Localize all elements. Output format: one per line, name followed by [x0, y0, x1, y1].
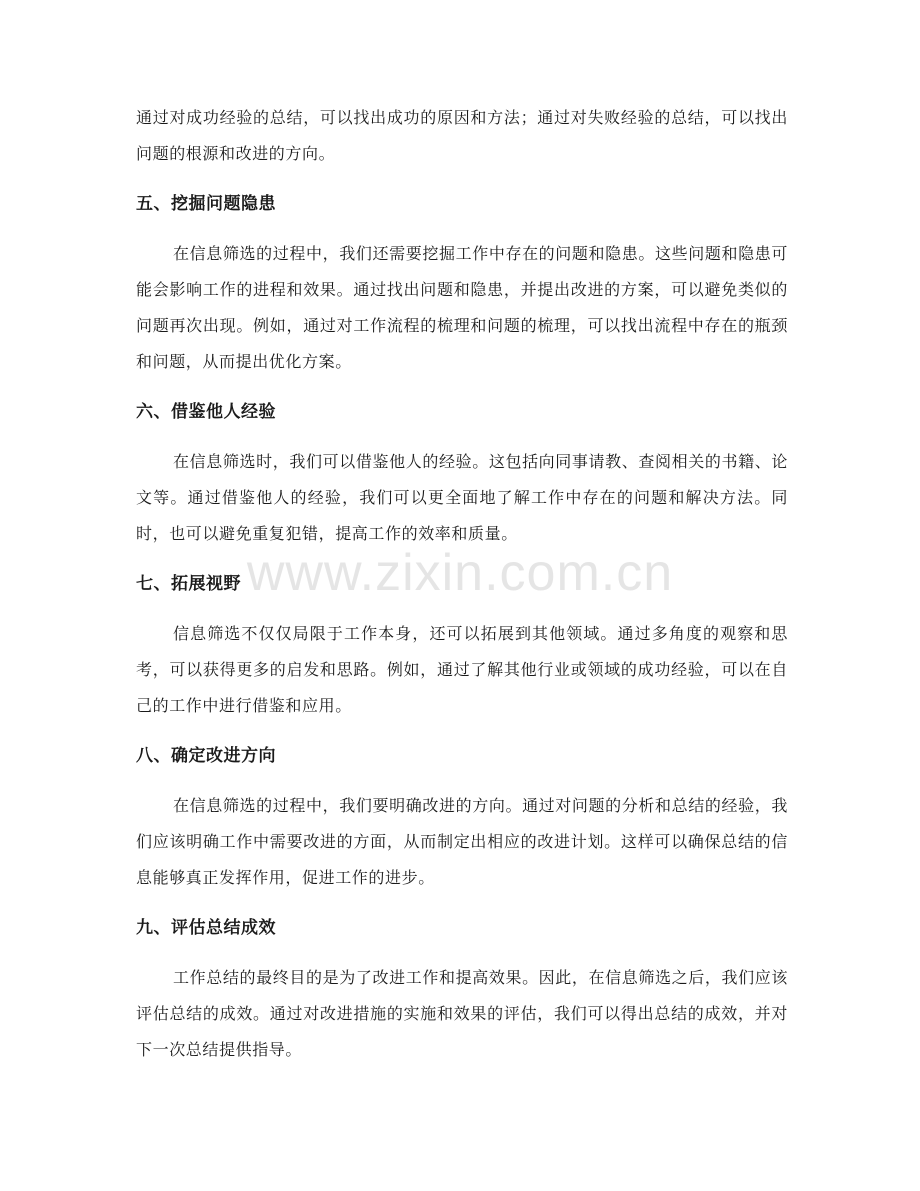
- section-body-7: 信息筛选不仅仅局限于工作本身，还可以拓展到其他领域。通过多角度的观察和思考，可以获得更多的启发和思路。例如，通过了解其他行业或领域的成功经验，可以在自己的工作中进行借鉴和应用。: [136, 624, 788, 715]
- section-body-6: 在信息筛选时，我们可以借鉴他人的经验。这包括向同事请教、查阅相关的书籍、论文等。通过借鉴他人的经验，我们可以更全面地了解工作中存在的问题和解决方法。同时，也可以避免重复犯错，提高工作的效率和质量。: [136, 452, 788, 543]
- watermark: www.zixin.com.cn: [246, 544, 674, 602]
- section-heading-9: 九、评估总结成效: [136, 918, 276, 938]
- section-heading-7: 七、拓展视野: [136, 574, 241, 594]
- section-body-9: 工作总结的最终目的是为了改进工作和提高效果。因此，在信息筛选之后，我们应该评估总结的成效。通过对改进措施的实施和效果的评估，我们可以得出总结的成效，并对下一次总结提供指导。: [136, 968, 788, 1059]
- intro-paragraph: 通过对成功经验的总结，可以找出成功的原因和方法；通过对失败经验的总结，可以找出问题的根源和改进的方向。: [136, 108, 788, 163]
- section-heading-6: 六、借鉴他人经验: [136, 402, 276, 422]
- document-content: [136, 100, 788, 1068]
- section-body-5: 在信息筛选的过程中，我们还需要挖掘工作中存在的问题和隐患。这些问题和隐患可能会影响工作的进程和效果。通过找出问题和隐患，并提出改进的方案，可以避免类似的问题再次出现。例如，通过对工作流程的梳理和问题的梳理，可以找出流程中存在的瓶颈和问题，从而提出优化方案。: [136, 244, 788, 371]
- section-heading-8: 八、确定改进方向: [136, 746, 276, 766]
- section-body-8: 在信息筛选的过程中，我们要明确改进的方向。通过对问题的分析和总结的经验，我们应该明确工作中需要改进的方面，从而制定出相应的改进计划。这样可以确保总结的信息能够真正发挥作用，促进工作的进步。: [136, 796, 788, 887]
- section-heading-5: 五、挖掘问题隐患: [136, 194, 276, 214]
